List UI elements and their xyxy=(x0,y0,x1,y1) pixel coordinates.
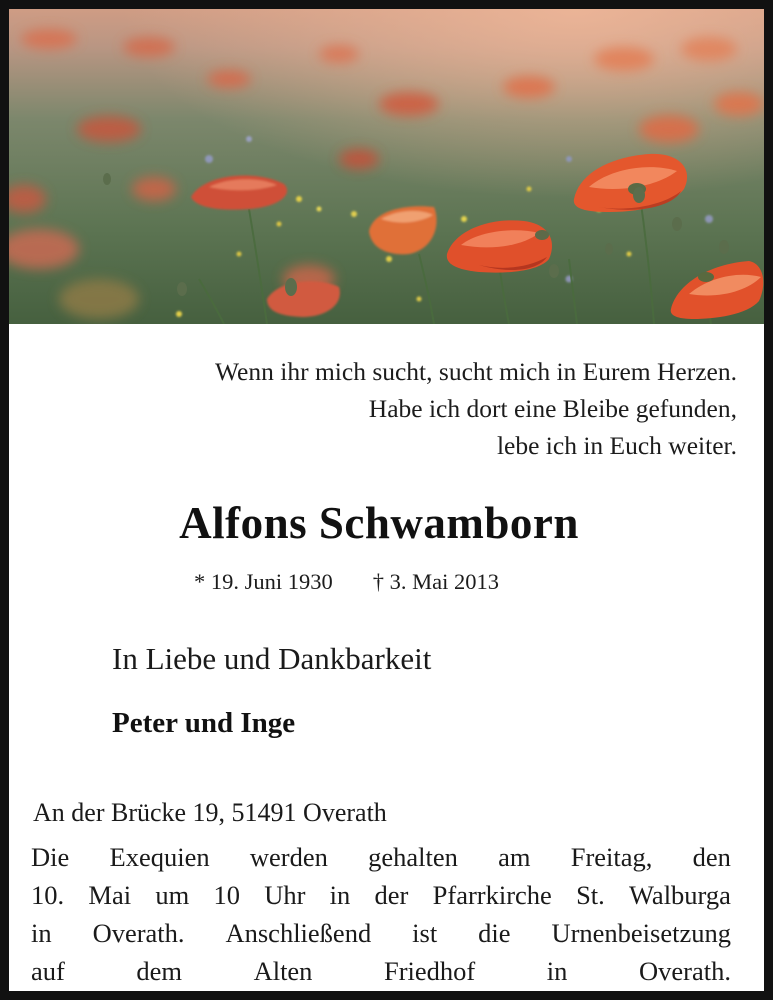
address-line: An der Brücke 19, 51491 Overath xyxy=(33,798,387,827)
word: werden xyxy=(249,842,328,872)
funeral-info-line xyxy=(31,838,731,876)
word: St. xyxy=(576,880,605,910)
funeral-info-line xyxy=(31,952,731,990)
word: Overath. xyxy=(92,918,185,948)
deceased-name: Alfons Schwamborn xyxy=(179,498,579,548)
mourner-names: Peter und Inge xyxy=(112,707,296,739)
quote-line: Habe ich dort eine Bleibe gefunden, xyxy=(368,394,737,423)
birth-date: * 19. Juni 1930 xyxy=(194,569,333,594)
word: Uhr xyxy=(264,880,306,910)
word: Overath. xyxy=(638,956,731,986)
word: den xyxy=(692,842,731,872)
word: dem xyxy=(136,956,183,986)
word: der xyxy=(374,880,409,910)
word: Alten xyxy=(253,956,313,986)
word: gehalten xyxy=(368,842,458,872)
poppy-field-image xyxy=(9,9,764,324)
death-date: † 3. Mai 2013 xyxy=(372,569,500,594)
word: am xyxy=(498,842,531,872)
funeral-info-line xyxy=(31,876,731,914)
word: auf xyxy=(31,956,65,986)
word: ist xyxy=(412,918,438,948)
word: Die xyxy=(31,842,70,872)
word: Anschließend xyxy=(225,918,372,948)
dedication-line: In Liebe und Dankbarkeit xyxy=(112,641,432,676)
word: Mai xyxy=(88,880,132,910)
word: Pfarrkirche xyxy=(432,880,552,910)
word: Walburga xyxy=(629,880,731,910)
word: um xyxy=(155,880,190,910)
word: Urnenbeisetzung xyxy=(551,918,731,948)
word: die xyxy=(478,918,511,948)
funeral-info-line xyxy=(31,914,731,952)
poppy-field-photo xyxy=(9,9,764,324)
life-dates xyxy=(194,569,499,595)
word: in xyxy=(546,956,568,986)
word: Exequien xyxy=(109,842,210,872)
word: 10 xyxy=(213,880,240,910)
word: 10. xyxy=(31,880,65,910)
word: Freitag, xyxy=(570,842,653,872)
quote-line: lebe ich in Euch weiter. xyxy=(496,431,737,460)
funeral-info xyxy=(31,838,731,990)
memorial-quote xyxy=(215,353,737,464)
word: in xyxy=(31,918,52,948)
word: in xyxy=(329,880,351,910)
quote-line: Wenn ihr mich sucht, sucht mich in Eurem Herzen. xyxy=(215,357,737,386)
word: Friedhof xyxy=(383,956,476,986)
